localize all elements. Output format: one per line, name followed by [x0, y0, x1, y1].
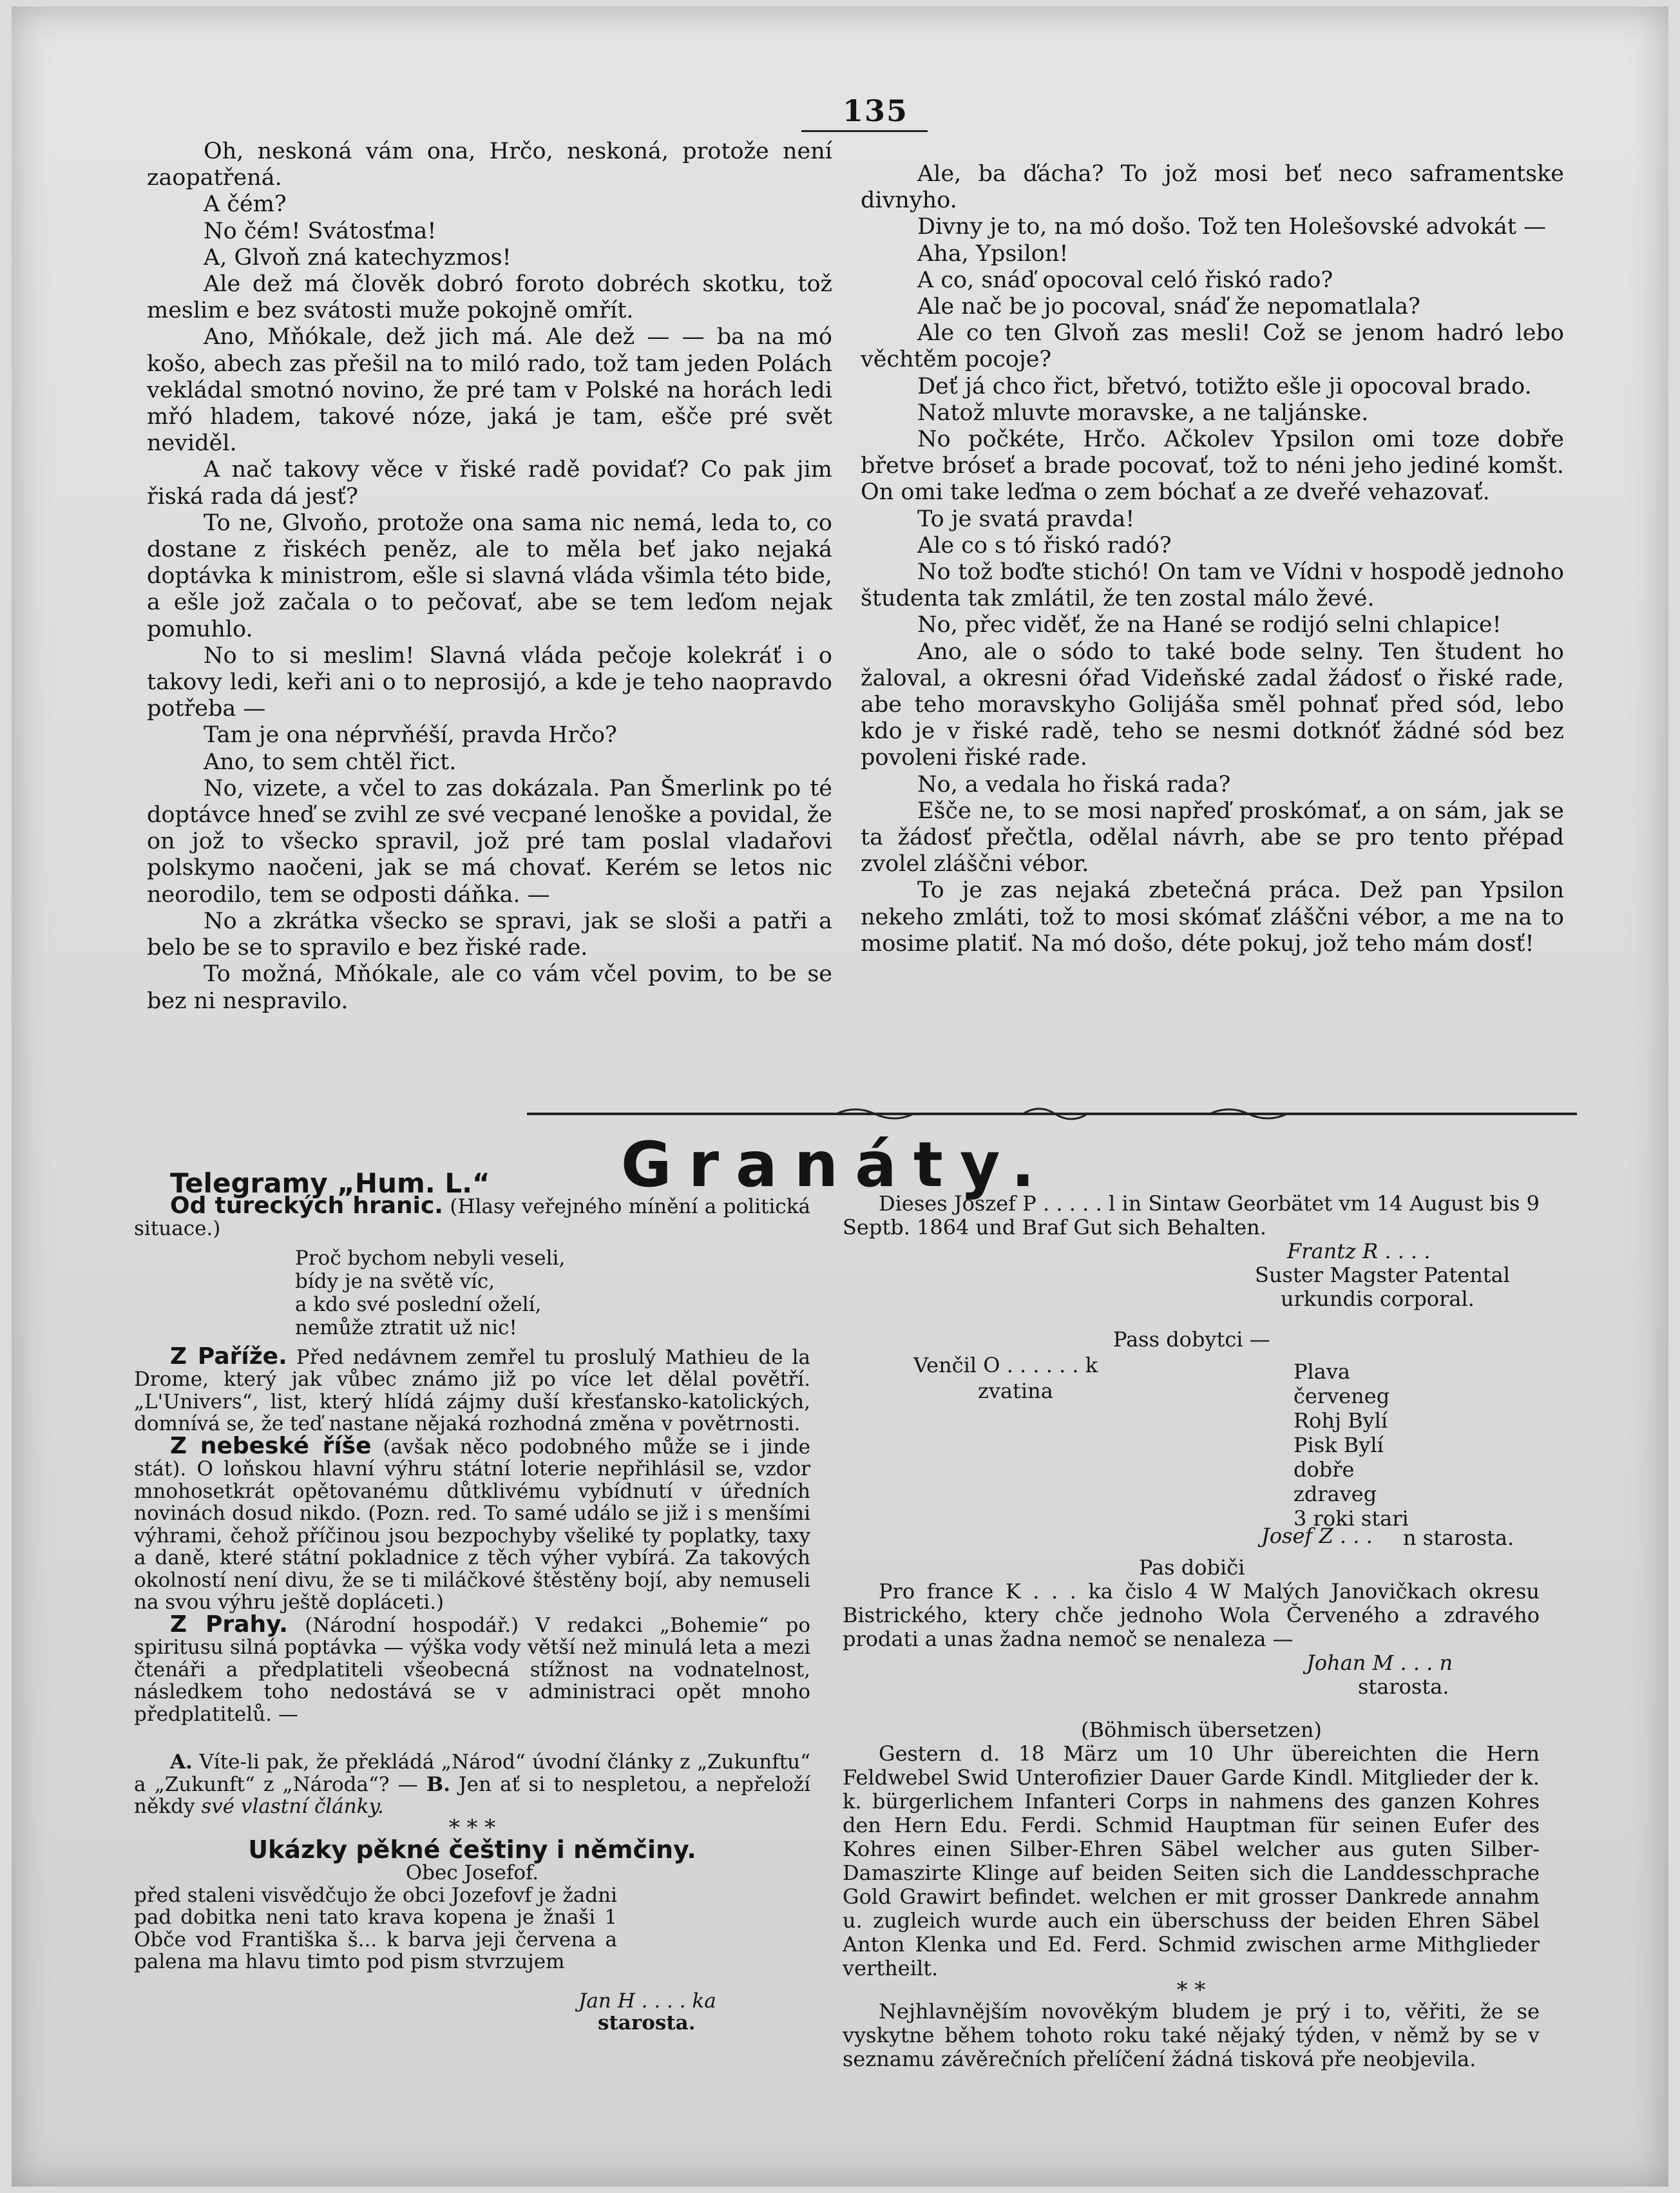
suster-line: Suster Magster Patental	[1255, 1263, 1510, 1287]
dialogue-paragraph: No tož boďte stichó! On tam ve Vídni v hospodě jednoho študenta tak zmlátil, že ten zostal málo ževé.	[861, 559, 1564, 612]
dialog-a-text: Víte-li pak, že překládá „Národ“ úvodní články z „Zukunftu“ a „Zukunft“ z „Národa“? —	[134, 1750, 810, 1796]
dialogue-paragraph: Oh, neskoná vám ona, Hrčo, neskoná, protože není zaopatřená.	[147, 139, 832, 191]
dialogue-paragraph: Deť já chco řict, břetvó, totižto ešle ji opocoval brado.	[917, 373, 1532, 399]
heaven-paragraph	[134, 1432, 811, 1614]
pass-attribute: Pisk Bylí	[1293, 1433, 1384, 1457]
pass-attribute: Plava	[1293, 1359, 1350, 1384]
vencil-line: Venčil O . . . . . . k	[913, 1353, 1098, 1377]
dialog-b-italic: své vlastní články.	[201, 1795, 384, 1818]
stars-separator: * * *	[448, 1814, 496, 1841]
turkey-kicker: Od tureckých hranic.	[170, 1192, 443, 1219]
ornamental-divider	[527, 1104, 1577, 1124]
dialogue-paragraph: Ano, Mňókale, dež jich má. Ale dež — — ba na mó košo, abech zas přešil na to miló rado, tož tam jeden Polách vekládal smotnó novino, že pré tam v Polské na horách ledi mřó hladem, takové nóze, jaká je tam, ešče pré svět neviděl.	[147, 324, 832, 457]
turkey-paragraph	[134, 1192, 810, 1240]
dialogue-paragraph: A nač takovy věce v řiské radě povidať? Co pak jim řiská rada dá jesť?	[147, 457, 832, 510]
poem-line: bídy je na světě víc,	[295, 1269, 495, 1293]
right-dialogue-column	[861, 161, 1564, 957]
josef-role: n starosta.	[1403, 1526, 1514, 1550]
dialogue-paragraph: No a zkrátka všecko se spravi, jak se sloši a patři a belo be se to spravilo e bez řiské rade.	[147, 908, 832, 961]
pas-dobici-text: Pro france K . . . ka čislo 4 W Malých Janovičkach okresu Bistrického, ktery chče jednoho Wola Červeného a zdravého prodati a unas žadna nemoč se nenaleza —	[843, 1579, 1540, 1651]
frantz-signature: Frantz R . . . .	[1287, 1239, 1431, 1263]
pass-attribute: Rohj Bylí	[1293, 1408, 1388, 1433]
telegrams-column	[134, 1167, 811, 2035]
dialogue-paragraph: A co, snáď opocoval celó řiskó rado?	[917, 267, 1333, 293]
stars-separator-2: * *	[1176, 1977, 1206, 2003]
ukazky-obec: Obec Josefof.	[405, 1861, 539, 1884]
dialog-paragraph	[134, 1751, 810, 1818]
pass-attribute: dobře	[1293, 1457, 1355, 1482]
dieses-paragraph: Dieses Joszef P . . . . . l in Sintaw Georbätet vm 14 August bis 9 Septb. 1864 und Braf Gut sich Behalten.	[843, 1191, 1540, 1240]
dialogue-paragraph: Ale nač be jo pocoval, snáď že nepomatlala?	[917, 294, 1420, 320]
dialogue-paragraph: No počkéte, Hrčo. Ačkolev Ypsilon omi toze dobře břetve bróseť a brade pocovať, tož to néni jeho jediné komšt. On omi take leďma o zem bóchať a ze dveřé vehazovať.	[861, 426, 1564, 506]
poem-line: Proč bychom nebyli veseli,	[295, 1246, 566, 1270]
ukazky-title: Ukázky pěkné češtiny i němčiny.	[248, 1835, 696, 1864]
dialogue-paragraph: No, vizete, a včel to zas dokázala. Pan Šmerlink po té doptávce hneď se zvihl ze své vecpané lenoške a povidal, že on jož to všecko spravil, jož pré tam poslal vladařovi polskymo naočeni, jak se má chovať. Kerém se letos nic neorodilo, tem se odposti dáňka. —	[147, 775, 832, 908]
section-headline: Granáty.	[620, 1129, 1052, 1201]
dialogue-paragraph: No, přec viděť, že na Hané se rodijó selni chlapice!	[917, 612, 1502, 638]
dialogue-paragraph: No to si meslim! Slavná vláda pečoje kolekráť i o takovy ledi, keři ani o to neprosijó, a kde je teho naopravdo potřeba —	[147, 642, 832, 722]
dialog-b-label: B.	[426, 1772, 450, 1796]
granaty-right-column	[843, 1192, 1540, 1352]
prague-paragraph	[134, 1611, 810, 1726]
paris-text: Před nedávnem zemřel tu proslulý Mathieu de la Drome, který jak vůbec známo již po více let dělal povětří. „L'Univers“, list, který hlídá zájmy duší křesťansko-katolických, domnívá se, že teď nastane nějaká rozhodná změna v povětrnosti.	[134, 1345, 810, 1435]
dialogue-paragraph: To je svatá pravda!	[917, 506, 1135, 532]
bohmisch-text: Gestern d. 18 März um 10 Uhr übereichten die Hern Feldwebel Swid Unterofizier Dauer Garde Kindl. Mitglieder der k. k. bürgerlichem Infanteri Corps in nahmens des ganzen Kohres den Hern Edu. Ferdi. Schmid Hauptman für seinen Eufer des Kohres einen Silber-Ehren Säbel welcher aus guten Silber-Damaszirte Klinge auf beiden Seiten sich die Landdesschprache Gold Grawirt befindet. welchen er mit grosser Dankrede annahm u. zugleich wurde auch ein überschuss der beiden Ehren Säbel Anton Klenka und Ed. Ferd. Schmid zwischen arme Mithglieder vertheilt.	[843, 1741, 1540, 1980]
dialogue-paragraph: Divny je to, na mó došo. Tož ten Holešovské advokát —	[917, 214, 1547, 240]
prague-kicker: Z Prahy.	[170, 1611, 288, 1638]
pass-attribute: červeneg	[1293, 1384, 1390, 1408]
heaven-kicker: Z nebeské říše	[170, 1432, 372, 1459]
telegrams-title: Telegramy „Hum. L.“	[170, 1167, 490, 1199]
pass-attribute: 3 roki stari	[1293, 1506, 1409, 1531]
dialogue-paragraph: A čém?	[204, 191, 287, 218]
pas-dobici: Pas dobiči	[1139, 1555, 1245, 1580]
josef-signature: Josef Z . . .	[1261, 1524, 1373, 1548]
dialogue-paragraph: Natož mluvte moravske, a ne taljánske.	[917, 399, 1369, 426]
dialogue-paragraph: Ale co ten Glvoň zas mesli! Což se jenom hadró lebo věchtěm pocoje?	[861, 320, 1564, 373]
dialogue-paragraph: To ne, Glvoňo, protože ona sama nic nemá, leda to, co dostane z řiskéch peněz, ale to měla beť jako nejaká doptávka k ministrom, ešle si slavná vláda všimla této bide, a ešle jož začala o to pečovať, abe se tem leďom nejak pomuhlo.	[147, 510, 832, 642]
page-number-rule	[801, 130, 928, 132]
poem-line: a kdo své poslední oželí,	[295, 1292, 542, 1316]
ukazky-role: starosta.	[598, 2011, 696, 2035]
ukazky-signature: Jan H . . . . ka	[578, 1989, 716, 2013]
dialogue-paragraph: Aha, Ypsilon!	[917, 240, 1069, 267]
zvatina-line: zvatina	[978, 1379, 1053, 1403]
heaven-text: (avšak něco podobného může se i jinde stát). O loňskou hlavní výhru státní loterie nepřihlásil se, vzdor mnohosetkrát opětovanému důtklivému vybídnutí v úředních novinách dosud nikdo. (Pozn. red. To samé událo se již i s menšími výhrami, čehož příčinou jsou bezpochyby všeliké ty poplatky, taxy a daně, které státní pokladnice z těch výher vybírá. Za takových okolností není divu, že se ti miláčkové štěstěny bojí, aby nemuseli na svou výhru ještě dopláceti.)	[134, 1435, 811, 1614]
newspaper-page	[12, 6, 1668, 2187]
johan-role: starosta.	[1358, 1674, 1449, 1699]
granaty-right-column-lower	[843, 1556, 1540, 2071]
left-dialogue-column	[147, 139, 832, 1015]
dialogue-paragraph: A, Glvoň zná katechyzmos!	[204, 244, 511, 271]
pass-dobytci: Pass dobytci —	[1113, 1327, 1270, 1352]
johan-signature: Johan M . . . n	[1306, 1651, 1453, 1675]
poem-line: nemůže ztratit už nic!	[295, 1316, 517, 1339]
dialogue-paragraph: Ale dež má člověk dobró foroto dobréch skotku, tož meslim e bez svátosti muže pokojně omřít.	[147, 271, 832, 324]
dialogue-paragraph: Ešče ne, to se mosi napřeď proskómať, a on sám, jak se ta žádosť přečtla, odělal návrh, abe se pro tento přépad zvolel zláščni vébor.	[861, 798, 1564, 877]
dialogue-paragraph: No, a vedala ho řiská rada?	[917, 771, 1231, 798]
dialog-b-text: Jen ať si to nespletou, a nepřeloží někdy	[134, 1772, 811, 1818]
dialog-a-label: A.	[170, 1750, 193, 1774]
dialogue-paragraph: To možná, Mňókale, ale co vám včel povim, to be se bez ni nespravilo.	[147, 961, 832, 1014]
dialogue-paragraph: No čém! Svátosťma!	[204, 218, 437, 244]
urkundis-line: urkundis corporal.	[1281, 1287, 1475, 1311]
paris-kicker: Z Paříže.	[170, 1343, 287, 1370]
paris-paragraph	[134, 1343, 810, 1435]
bohmisch-heading: (Böhmisch übersetzen)	[1081, 1718, 1322, 1742]
dialogue-paragraph: Ale co s tó řiskó radó?	[917, 532, 1172, 559]
dialogue-paragraph: To je zas nejaká zbetečná práca. Dež pan Ypsilon nekeho zmláti, tož to mosi skómať zláščni vébor, a me na to mosime platiť. Na mó došo, déte pokuj, jož teho mám dosť!	[861, 877, 1564, 957]
dialogue-paragraph: Ano, ale o sódo to také bode selny. Ten študent ho žaloval, a okresni óřad Videňské zadal žádosť o řiské rade, abe teho moravskyho Golijáša směl pohnať před sód, lebo kdo je v řiské radě, teho se nesmi dotknóť žádné sód bez povoleni řiské rade.	[861, 638, 1564, 771]
prague-text: (Národní hospodář.) V redakci „Bohemie“ po spiritusu silná poptávka — výška vody větší než minulá leta a mezi čtenáři a předplatiteli všeobecná stížnost na vodnatelnost, následkem toho nedostává se v administraci opět mnoho předplatitelů. —	[134, 1613, 810, 1726]
ukazky-text: před staleni visvědčujo že obci Jozefovf je žadni pad dobitka neni tato krava kopena je žnaši 1 Obče vod Františka š... k barva jeji červena a palena ma hlavu timto pod pism stvrzujem	[134, 1883, 617, 1973]
poem	[295, 1247, 810, 1339]
pass-attribute: zdraveg	[1293, 1482, 1377, 1506]
closing-paragraph: Nejhlavnějším novověkým bludem je prý i to, věřiti, že se vyskytne během tohoto roku také nějaký týden, v němž by se v seznamu závěrečních přelíčení žádná tisková pře neobjevila.	[843, 1999, 1540, 2071]
dialogue-paragraph: Ale, ba ďácha? To jož mosi beť neco saframentske divnyho.	[861, 161, 1564, 214]
dialogue-paragraph: Ano, to sem chtěl řict.	[204, 749, 457, 775]
turkey-text: (Hlasy veřejného mínění a politická situace.)	[134, 1194, 810, 1240]
dialogue-paragraph: Tam je ona néprvňéší, pravda Hrčo?	[204, 722, 617, 749]
page-number: 135	[843, 93, 909, 128]
pass-attribute-list	[1293, 1359, 1409, 1531]
